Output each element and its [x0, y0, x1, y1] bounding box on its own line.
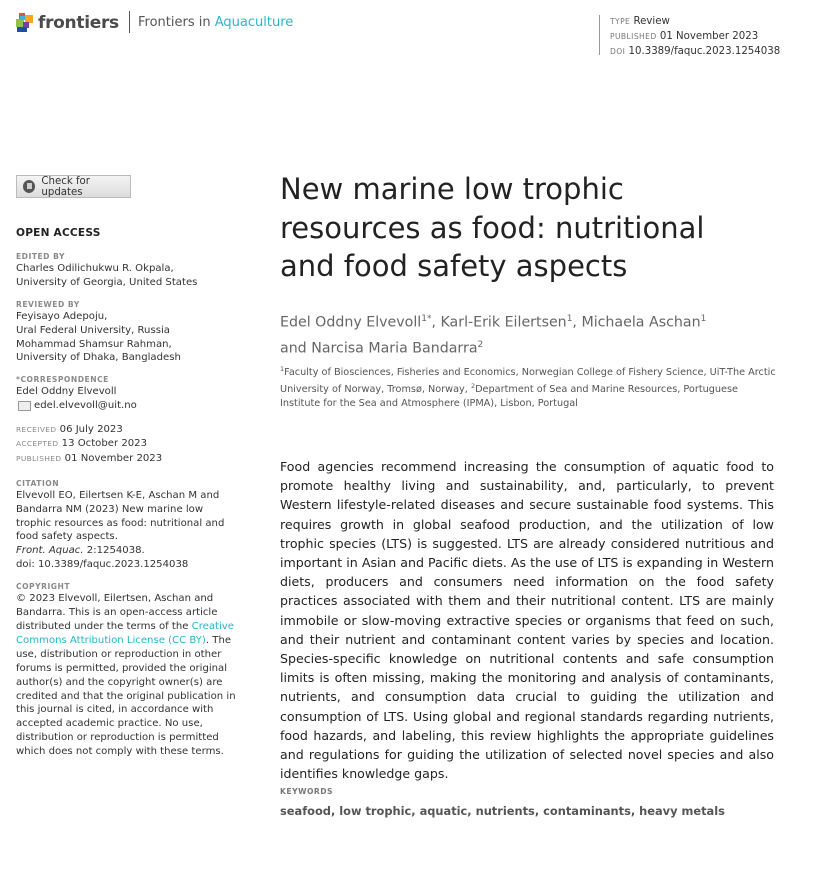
article-meta — [610, 14, 780, 59]
copyright-post: . The use, distribution or reproduction in other forums is permitted, provided the original author(s) and the copyright owner(s) are credited and that the original publication in this journal is cited, in accordance with accepted academic practice. No use, distribution or reproduction is permitted which does not comply with these terms. — [16, 634, 236, 758]
crossmark-icon — [23, 180, 35, 193]
citation-label: CITATION — [16, 478, 60, 488]
received-date: 06 July 2023 — [59, 424, 123, 436]
meta-published — [610, 29, 780, 44]
copyright-pre: © 2023 Elvevoll, Eilertsen, Aschan and Bandarra. This is an open-access article distributed under the terms of the — [16, 593, 218, 633]
sidebar — [16, 227, 241, 759]
meta-doi-label: DOI — [610, 47, 626, 56]
author-name[interactable]: Karl-Erik Eilertsen — [440, 314, 567, 331]
affiliations — [280, 363, 780, 411]
author-name[interactable]: Michaela Aschan — [581, 314, 701, 331]
correspondence-email-row — [16, 399, 241, 413]
accepted-date: 13 October 2023 — [61, 438, 148, 450]
meta-type — [610, 14, 780, 29]
author-affil-sup: 1 — [700, 314, 707, 324]
brand-name: frontiers — [38, 13, 119, 33]
affiliation-2: Department of Sea and Marine Resources, Portuguese Institute for the Sea and Atmosphere (IPMA), Lisbon, Portugal — [280, 384, 739, 409]
reviewed-by-label: REVIEWED BY — [16, 299, 80, 309]
citation-journal: Front. Aquac. — [16, 545, 84, 557]
abstract: Food agencies recommend increasing the consumption of aquatic food to promote healthy living and sustainability, and, particularly, to prevent Western lifestyle-related diseases and secure sustainable food systems. This requires growth in global seafood production, and the utilization of low trophic species (LTS) is suggested. LTS are already considered nutritious and important in Asian and Pacific diets. As the use of LTS is expanding in Western diets, producers and consumers need information on the food safety practices associated with them and their nutritional content. LTS are mainly immobile or slow-moving extractive species or organisms that feed on such, and their nutrient and contaminant content varies by species and location. Species-specific knowledge on nutritional contents and safe consumption limits is often missing, making the monitoring and analysis of contaminants, nutrients, and consumption data crucial to guiding the utilization and consumption of LTS. Using global and regional standards regarding nutrients, food hazards, and labeling, this review highlights the appropriate guidelines and regulations for guiding the utilization of selected novel species and also identifies knowledge gaps. — [280, 459, 774, 782]
author-affil-sup: 1* — [421, 314, 432, 324]
check-for-updates-button[interactable] — [16, 175, 131, 198]
check-for-updates-label: Check for updates — [41, 175, 90, 198]
author-separator: , — [572, 314, 582, 331]
reviewer-line: Ural Federal University, Russia — [16, 324, 170, 336]
copyright-text — [16, 592, 241, 759]
reviewer-line: Mohammad Shamsur Rahman, — [16, 338, 172, 350]
meta-divider — [599, 15, 600, 55]
affiliation-1: Faculty of Biosciences, Fisheries and Economics, Norwegian College of Fishery Science, UiT-The Arctic University of Norway, Tromsø, Norway, — [280, 367, 776, 396]
reviewer-line: Feyisayo Adepoju, — [16, 310, 108, 322]
published-label: PUBLISHED — [16, 453, 62, 463]
journal-name[interactable] — [138, 15, 293, 30]
article-dates — [16, 423, 241, 466]
meta-published-label: PUBLISHED — [610, 32, 657, 41]
author-affil-sup: 1 — [566, 314, 573, 324]
author-name[interactable]: Narcisa Maria Bandarra — [311, 340, 478, 357]
open-access-heading: OPEN ACCESS — [16, 227, 101, 239]
meta-type-label: TYPE — [610, 17, 631, 26]
meta-doi — [610, 44, 780, 59]
reviewer-line: University of Dhaka, Bangladesh — [16, 352, 181, 364]
published-date: 01 November 2023 — [64, 452, 163, 464]
affil-2-sup: 2 — [470, 381, 476, 390]
citation-volume: 2:1254038. — [83, 545, 145, 557]
meta-type-value: Review — [633, 16, 670, 27]
frontiers-logo-icon — [16, 13, 34, 33]
received-label: RECEIVED — [16, 425, 57, 435]
author-affil-sup: 2 — [477, 339, 484, 350]
author-name[interactable]: Edel Oddny Elvevoll — [280, 314, 422, 331]
header-divider — [129, 11, 130, 33]
citation-text: Elvevoll EO, Eilertsen K-E, Aschan M and Bandarra NM (2023) New marine low trophic resources as food: nutritional and food safety aspects. — [16, 489, 225, 543]
journal-accent: Aquaculture — [214, 15, 294, 30]
keywords: seafood, low trophic, aquatic, nutrients, contaminants, heavy metals — [280, 804, 725, 818]
article-title: New marine low trophic resources as food: nutritional and food safety aspects — [280, 172, 705, 283]
cc-by-license-link[interactable]: Creative Commons Attribution License (CC BY) — [16, 621, 234, 646]
citation — [16, 489, 241, 572]
author-separator: and — [280, 340, 312, 357]
copyright-label: COPYRIGHT — [16, 582, 71, 592]
keywords-label: KEYWORDS — [280, 787, 334, 796]
journal-prefix: Frontiers in — [138, 15, 215, 30]
author-list — [280, 308, 780, 359]
edited-by-label: EDITED BY — [16, 251, 66, 261]
affil-1-sup: 1 — [280, 365, 285, 373]
meta-doi-value[interactable]: 10.3389/faquc.2023.1254038 — [628, 46, 781, 57]
edited-by-line: University of Georgia, United States — [16, 276, 198, 288]
citation-doi[interactable]: doi: 10.3389/faquc.2023.1254038 — [16, 559, 189, 571]
correspondence-name: Edel Oddny Elvevoll — [16, 386, 117, 398]
accepted-label: ACCEPTED — [16, 439, 59, 449]
author-separator: , — [431, 314, 441, 331]
envelope-icon — [18, 401, 31, 411]
correspondence-label: *CORRESPONDENCE — [16, 375, 109, 385]
frontiers-logo[interactable] — [16, 12, 119, 34]
meta-published-value: 01 November 2023 — [659, 31, 759, 42]
correspondence-email[interactable]: edel.elvevoll@uit.no — [34, 400, 137, 412]
edited-by-line: Charles Odilichukwu R. Okpala, — [16, 262, 174, 274]
